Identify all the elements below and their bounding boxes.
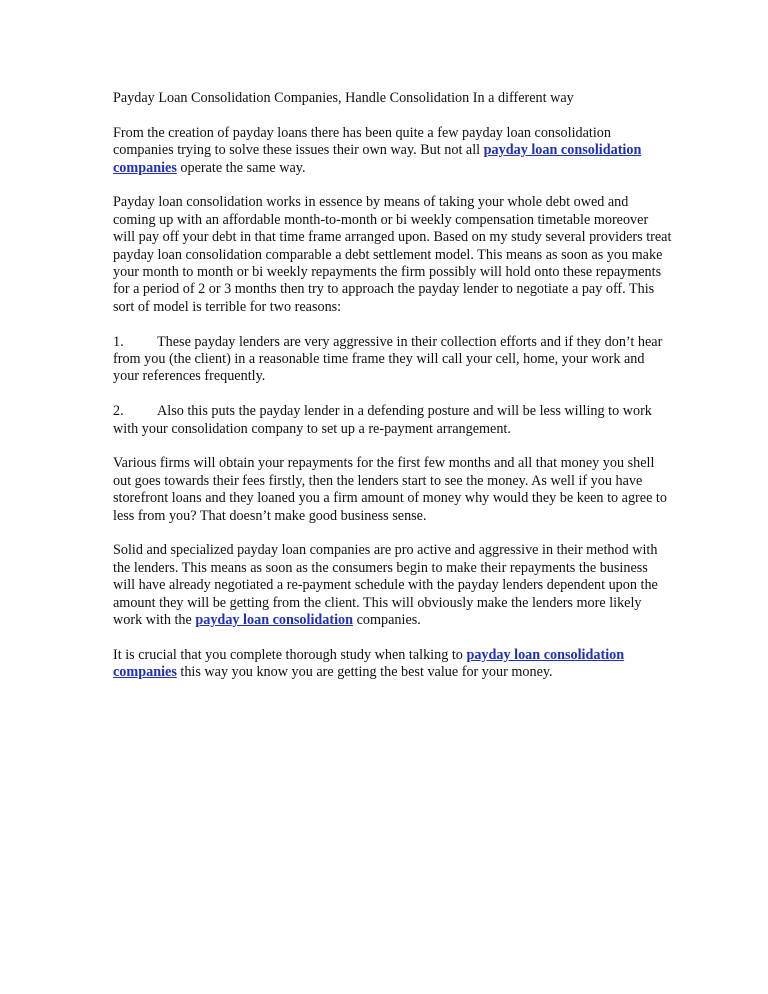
paragraph-fees: Various firms will obtain your repayments for the first few months and all that money you shell out goes towards their fees firstly, then the lenders start to see the money. As well if you have storefront loans and they loaned you a firm amount of money why would they be keen to agree to less from you? That doesn’t make good business sense. <box>113 455 667 524</box>
list-item-text: Also this puts the payday lender in a defending posture and will be less willing to work with your consolidation company to set up a re-payment arrangement. <box>113 403 652 437</box>
document-title: Payday Loan Consolidation Companies, Handle Consolidation In a different way <box>113 90 574 106</box>
reasons-list <box>113 334 673 438</box>
paragraph-conclusion <box>113 647 673 682</box>
document-body <box>113 90 673 699</box>
paragraph-specialized-text: Solid and specialized payday loan companies are pro active and aggressive in their method with the lenders. This means as soon as the consumers begin to make their repayments the business will have already negotiated a re-payment schedule with the payday lenders dependent upon the amount they will be getting from the client. This will obviously make the lenders more likely work with the <box>113 542 658 629</box>
list-item <box>113 334 673 386</box>
link-payday-loan-consolidation-companies-2[interactable]: payday loan consolidation companies <box>113 646 625 681</box>
paragraph-conclusion-text: It is crucial that you complete thorough study when talking to <box>113 646 467 663</box>
list-item <box>113 403 673 438</box>
paragraph-specialized-after: companies. <box>353 612 421 629</box>
paragraph-how-it-works: Payday loan consolidation works in essence by means of taking your whole debt owed and coming up with an affordable month-to-month or bi weekly compensation timetable moreover will pay off your debt in that time frame arranged upon. Based on my study several providers treat payday loan consolidation comparable a debt settlement model. This means as soon as you make your month to month or bi weekly repayments the firm possibly will hold onto these repayments for a period of 2 or 3 months then try to approach the payday lender to negotiate a pay off. This sort of model is terrible for two reasons: <box>113 194 672 315</box>
paragraph-intro <box>113 125 673 177</box>
paragraph-intro-after: operate the same way. <box>176 159 306 176</box>
list-item-number: 2. <box>113 403 124 420</box>
link-payday-loan-consolidation[interactable]: payday loan consolidation <box>195 612 354 629</box>
paragraph-specialized <box>113 542 673 629</box>
list-item-number: 1. <box>113 333 124 350</box>
list-item-text: These payday lenders are very aggressive in their collection efforts and if they don’t hear from you (the client) in a reasonable time frame they will call your cell, home, your work and your references frequently. <box>113 333 663 385</box>
link-payday-loan-consolidation-companies-1[interactable]: payday loan consolidation companies <box>113 142 642 176</box>
paragraph-conclusion-after: this way you know you are getting the best value for your money. <box>176 664 553 681</box>
paragraph-intro-text: From the creation of payday loans there has been quite a few payday loan consolidation companies trying to solve these issues their own way. But not all <box>113 124 611 159</box>
